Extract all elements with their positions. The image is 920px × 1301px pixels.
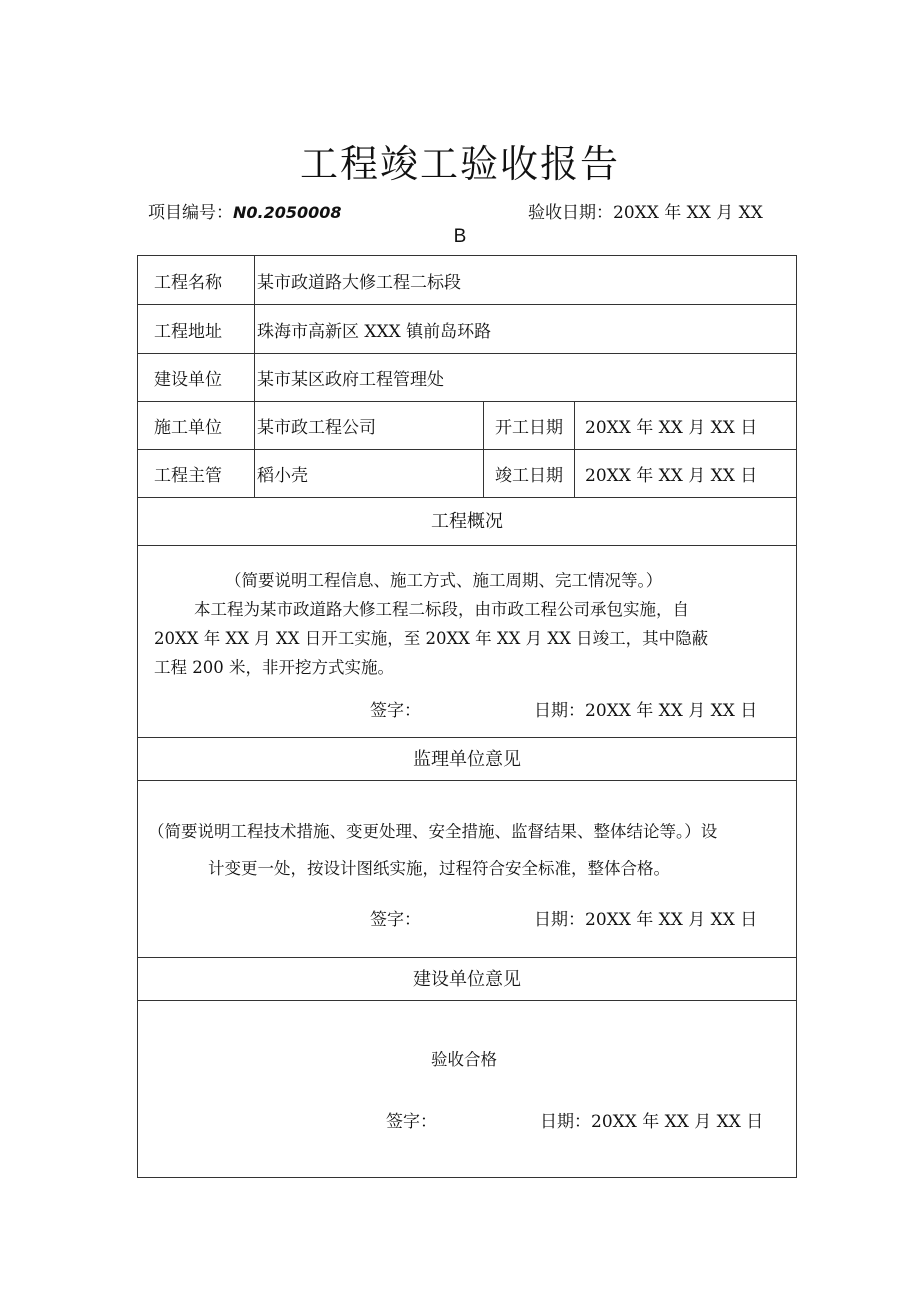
owner-unit-label: 建设单位 [138,354,255,401]
row-manager [138,450,796,498]
builder-unit-label: 施工单位 [138,402,255,449]
overview-line-1: 本工程为某市政道路大修工程二标段，由市政工程公司承包实施，自 [194,600,689,619]
finish-date-label: 竣工日期 [483,450,575,497]
supervisor-sign-label: 签字： [370,910,421,930]
row-builder-unit [138,402,796,450]
owner-opinion-text: 验收合格 [431,1050,497,1069]
supervisor-line-1: （简要说明工程技术措施、变更处理、安全措施、监督结果、整体结论等。）设 [148,822,718,841]
overview-line-2: 20XX 年 XX 月 XX 日开工实施，至 20XX 年 XX 月 XX 日竣工，其中隐蔽 [154,629,709,648]
overview-hint: （简要说明工程信息、施工方式、施工周期、完工情况等。） [225,571,663,590]
acceptance-date-label: 验收日期： [528,203,613,223]
owner-opinion-date-value: 20XX 年 XX 月 XX 日 [591,1112,764,1132]
acceptance-date [528,198,763,223]
overview-date-value: 20XX 年 XX 月 XX 日 [585,701,758,721]
project-number [148,198,342,223]
manager-label: 工程主管 [138,450,255,497]
owner-opinion-sign-label: 签字： [386,1112,437,1132]
row-owner-unit [138,354,796,402]
start-date-label: 开工日期 [483,402,575,449]
owner-opinion-section [138,1001,796,1177]
project-number-label: 项目编号： [148,203,233,223]
acceptance-date-value: 20XX 年 XX 月 XX [613,203,763,223]
overview-heading: 工程概况 [138,498,796,546]
supervisor-section [138,781,796,958]
row-project-name [138,256,796,305]
builder-unit-value: 某市政工程公司 [257,418,376,438]
supervisor-line-2: 计变更一处，按设计图纸实施，过程符合安全标准，整体合格。 [208,859,670,878]
report-table [137,255,797,1178]
project-name-label: 工程名称 [138,256,255,304]
owner-opinion-date-label: 日期： [540,1112,591,1132]
overview-section [138,546,796,738]
overview-date-label: 日期： [534,701,585,721]
project-address-label: 工程地址 [138,305,255,353]
owner-opinion-date [540,1107,763,1132]
overview-sign-label: 签字： [370,701,421,721]
manager-value: 稻小壳 [257,466,308,486]
page-title: 工程竣工验收报告 [299,142,620,186]
owner-opinion-heading: 建设单位意见 [138,958,796,1001]
project-number-value: N0.2050008 [233,203,342,222]
start-date-value: 20XX 年 XX 月 XX 日 [585,418,758,438]
project-address-value: 珠海市高新区 XXX 镇前岛环路 [257,321,492,342]
supervisor-date [534,905,757,930]
supervisor-heading: 监理单位意见 [138,738,796,781]
acceptance-date-tail: B [453,226,467,247]
owner-unit-value: 某市某区政府工程管理处 [257,370,444,390]
finish-date-value: 20XX 年 XX 月 XX 日 [585,466,758,486]
overview-line-3: 工程 200 米，非开挖方式实施。 [154,658,394,677]
row-project-address [138,305,796,354]
overview-date [534,696,757,721]
supervisor-date-value: 20XX 年 XX 月 XX 日 [585,910,758,930]
project-name-value: 某市政道路大修工程二标段 [257,272,461,293]
supervisor-date-label: 日期： [534,910,585,930]
